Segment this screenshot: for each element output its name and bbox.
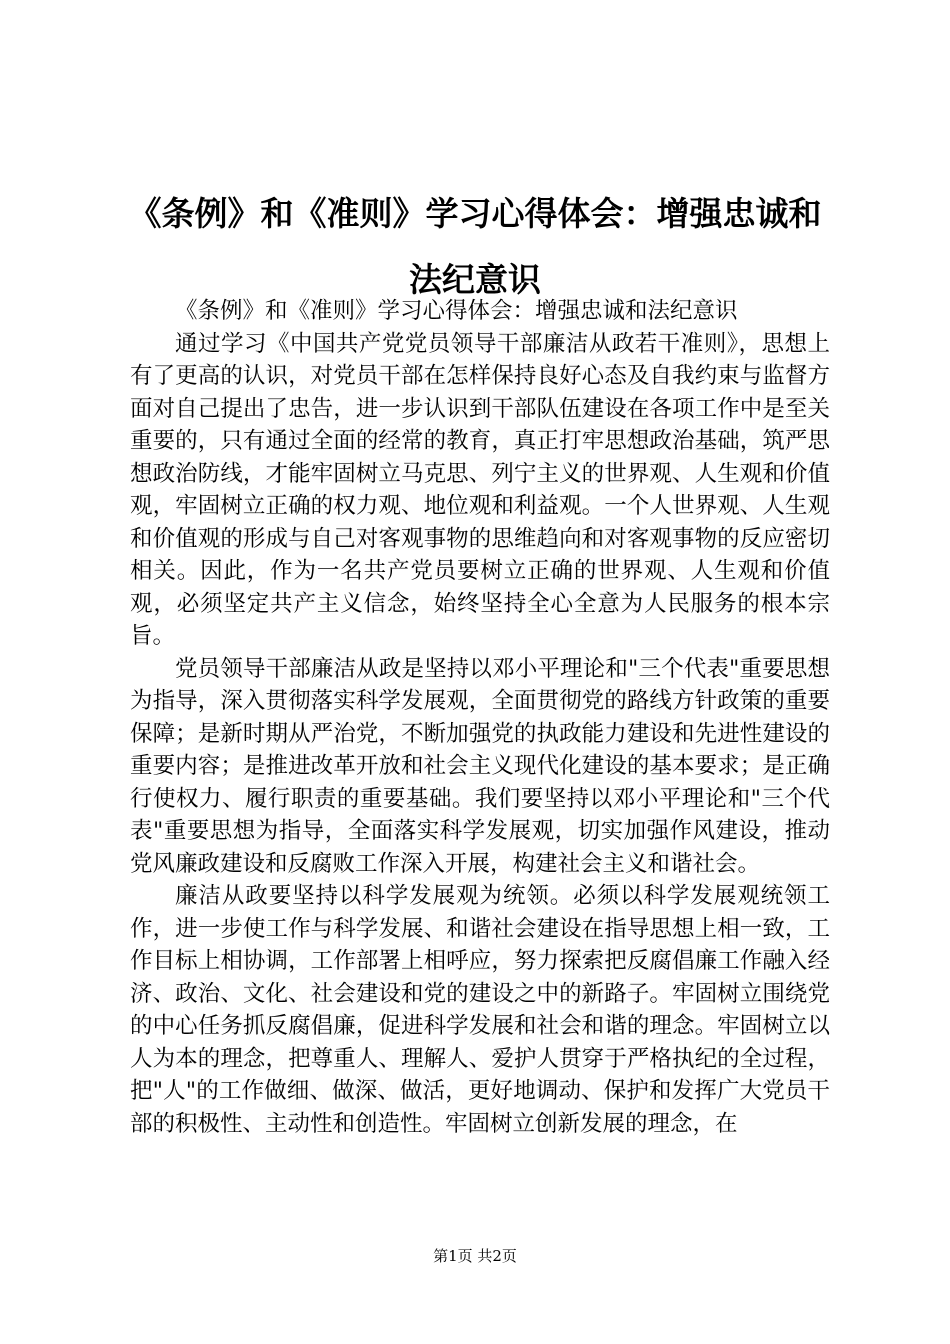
paragraph-3: 廉洁从政要坚持以科学发展观为统领。必须以科学发展观统领工作，进一步使工作与科学发展、和谐社会建设在指导思想上相一致，工作目标上相协调，工作部署上相呼应，努力探索把反腐倡廉工作融入经济、政治、文化、社会建设和党的建设之中的新路子。牢固树立围绕党的中心任务抓反腐倡廉，促进科学发展和社会和谐的理念。牢固树立以人为本的理念，把尊重人、理解人、爱护人贯穿于严格执纪的全过程，把"人"的工作做细、做深、做活，更好地调动、保护和发挥广大党员干部的积极性、主动性和创造性。牢固树立创新发展的理念，在 <box>130 883 830 1137</box>
paragraph-2: 党员领导干部廉洁从政是坚持以邓小平理论和"三个代表"重要思想为指导，深入贯彻落实科学发展观，全面贯彻党的路线方针政策的重要保障；是新时期从严治党，不断加强党的执政能力建设和先进性建设的重要内容；是推进改革开放和社会主义现代化建设的基本要求；是正确行使权力、履行职责的重要基础。我们要坚持以邓小平理论和"三个代表"重要思想为指导，全面落实科学发展观，切实加强作风建设，推动党风廉政建设和反腐败工作深入开展，构建社会主义和谐社会。 <box>130 655 830 877</box>
document-title: 《条例》和《准则》学习心得体会：增强忠诚和法纪意识 <box>128 194 822 299</box>
paragraph-1: 通过学习《中国共产党党员领导干部廉洁从政若干准则》，思想上有了更高的认识，对党员干部在怎样保持良好心态及自我约束与监督方面对自己提出了忠告，进一步认识到干部队伍建设在各项工作中是至关重要的，只有通过全面的经常的教育，真正打牢思想政治基础，筑严思想政治防线，才能牢固树立马克思、列宁主义的世界观、人生观和价值观，牢固树立正确的权力观、地位观和利益观。一个人世界观、人生观和价值观的形成与自己对客观事物的思维趋向和对客观事物的反应密切相关。因此，作为一名共产党员要树立正确的世界观、人生观和价值观，必须坚定共产主义信念，始终坚持全心全意为人民服务的根本宗旨。 <box>130 330 830 649</box>
document-subtitle: 《条例》和《准则》学习心得体会：增强忠诚和法纪意识 <box>175 298 738 324</box>
document-body <box>130 295 830 1140</box>
page-footer: 第1页 共2页 <box>433 1247 517 1265</box>
